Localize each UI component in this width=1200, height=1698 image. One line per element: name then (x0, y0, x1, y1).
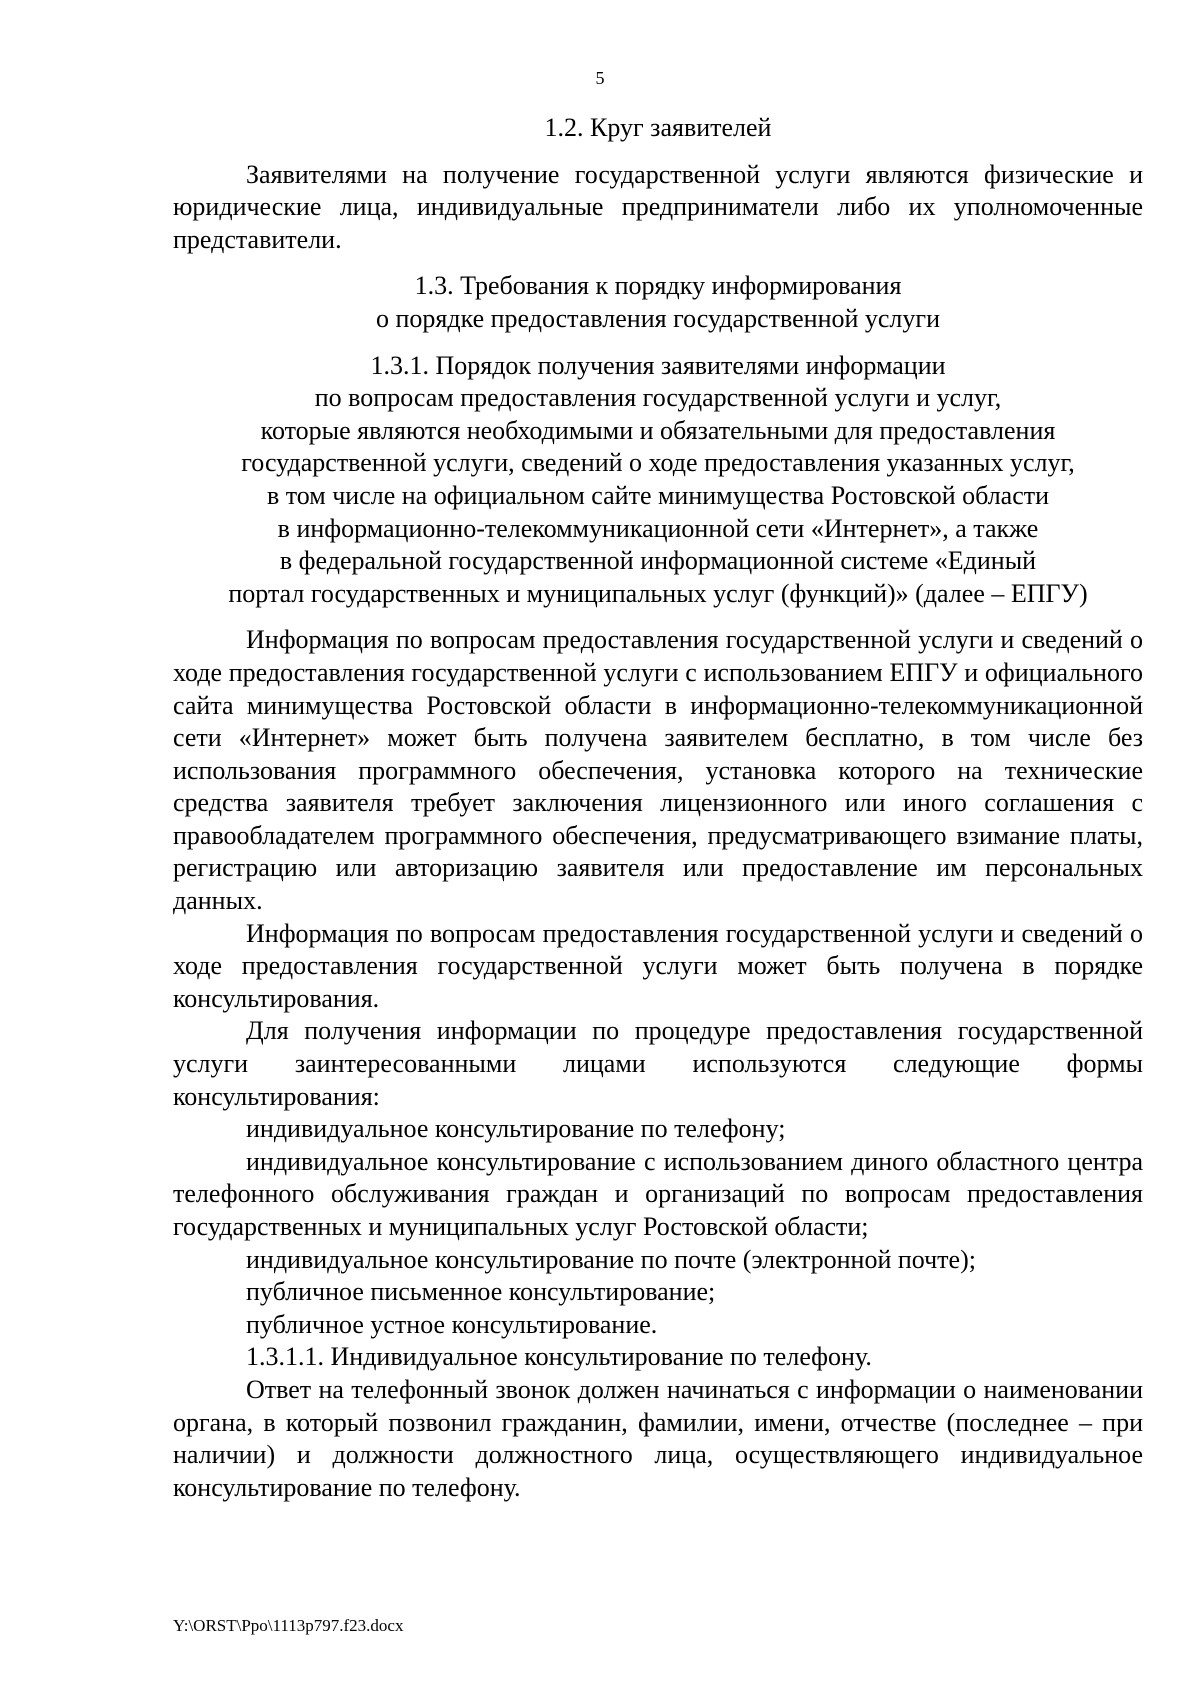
section-1-2-paragraph: Заявителями на получение государственной услуги являются физические и юридические лица, индивидуальные предприниматели либо их уполномоченные представители. (173, 159, 1143, 254)
section-1-3-1-title-line: в федеральной государственной информационной системе «Единый (279, 546, 1037, 576)
section-1-3-title-line: о порядке предоставления государственной услуги (375, 303, 940, 333)
footer-file-path: Y:\ORST\Ppo\1113p797.f23.docx (173, 1616, 404, 1635)
subsection-title: 1.3.1.1. Индивидуальное консультирование по телефону. (246, 1342, 872, 1372)
body-paragraph: Информация по вопросам предоставления государственной услуги и сведений о ходе предоставления государственной услуги может быть получена в порядке консультирования. (173, 918, 1143, 1013)
body-paragraph: Для получения информации по процедуре предоставления государственной услуги заинтересованными лицами используются следующие формы консультирования: (173, 1016, 1143, 1111)
section-1-3-1-title-line: которые являются необходимыми и обязательными для предоставления (260, 415, 1056, 445)
section-1-3-1-title-line: по вопросам предоставления государственной услуги и услуг, (314, 383, 1002, 413)
body-paragraph: Ответ на телефонный звонок должен начинаться с информации о наименовании органа, в который позвонил гражданин, фамилии, имени, отчестве (последнее – при наличии) и должности должностного лица, осуществляющего индивидуальное консультирование по телефону. (173, 1374, 1143, 1502)
list-item: публичное письменное консультирование; (246, 1277, 716, 1307)
section-1-3-1-title-line: 1.3.1. Порядок получения заявителями информации (370, 350, 946, 380)
section-1-3-1-title-line: в информационно-телекоммуникационной сети «Интернет», а также (277, 513, 1039, 543)
section-1-2-title: 1.2. Круг заявителей (544, 113, 772, 142)
section-1-3-1-title (173, 350, 1143, 611)
list-item: индивидуальное консультирование по телефону; (246, 1114, 786, 1144)
list-item: индивидуальное консультирование с использованием диного областного центра телефонного обслуживания граждан и организаций по вопросам предоставления государственных и муниципальных услуг Ростовской области; (173, 1146, 1143, 1241)
page-number: 5 (595, 68, 605, 88)
section-1-3-title-line: 1.3. Требования к порядку информирования (414, 271, 902, 301)
section-1-3-1-title-line: государственной услуги, сведений о ходе предоставления указанных услуг, (241, 448, 1075, 478)
section-1-3-title (173, 270, 1143, 335)
list-item: публичное устное консультирование. (246, 1309, 658, 1339)
body-paragraph: Информация по вопросам предоставления государственной услуги и сведений о ходе предоставления государственной услуги с использованием ЕПГУ и официального сайта минимущества Ростовской области в информационно-телекоммуникационной сети «Интернет» может быть получена заявителем бесплатно, в том числе без использования программного обеспечения, установка которого на технические средства заявителя требует заключения лицензионного или иного соглашения с правообладателем программного обеспечения, предусматривающего взимание платы, регистрацию или авторизацию заявителя или предоставление им персональных данных. (173, 625, 1143, 916)
section-1-3-1-title-line: портал государственных и муниципальных услуг (функций)» (далее – ЕПГУ) (228, 578, 1088, 608)
section-1-3-1-title-line: в том числе на официальном сайте минимущества Ростовской области (266, 480, 1050, 510)
list-item: индивидуальное консультирование по почте (электронной почте); (246, 1244, 976, 1274)
document-body (173, 112, 1143, 1504)
